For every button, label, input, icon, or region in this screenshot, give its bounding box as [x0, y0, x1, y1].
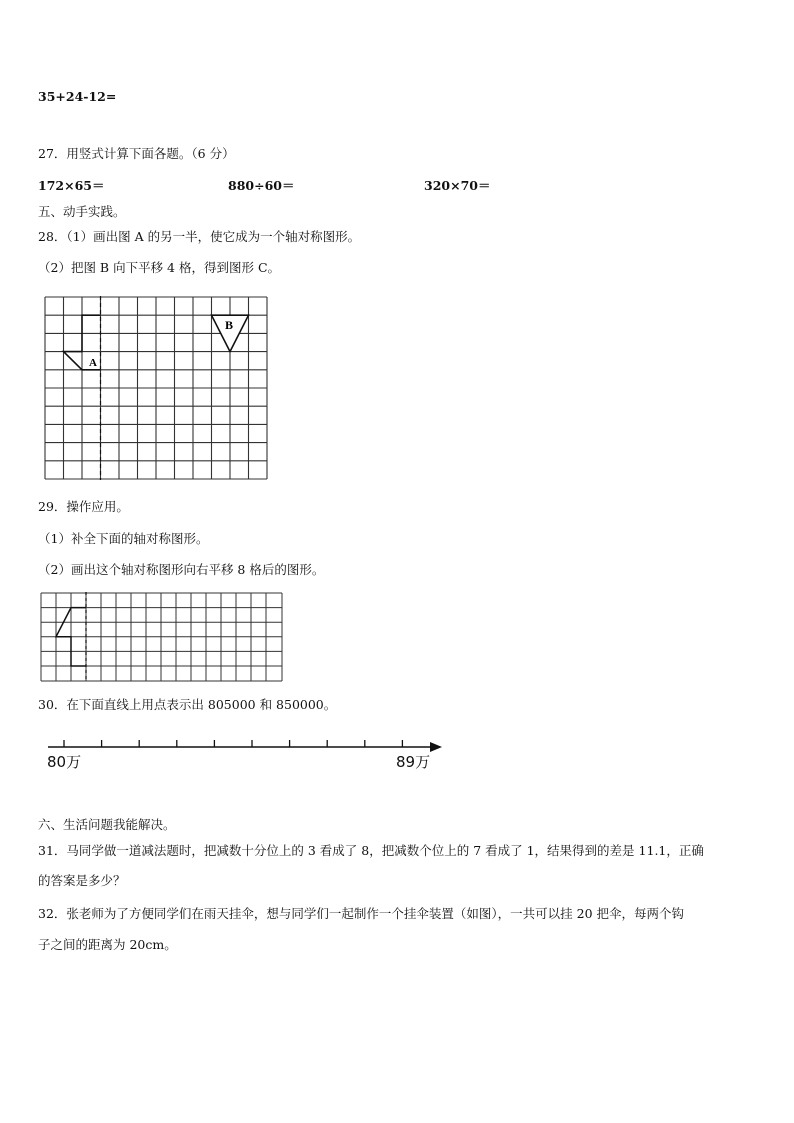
- q29-grid-figure: [40, 592, 284, 682]
- q26-expression: 35+24-12=: [38, 89, 117, 104]
- q29-title: 29．操作应用。: [38, 499, 129, 514]
- q27-expr-2: 880÷60＝: [228, 178, 295, 193]
- section5-title: 五、动手实践。: [38, 204, 126, 219]
- number-line-arrow: [430, 742, 442, 752]
- number-line-end-label: 89万: [396, 753, 431, 771]
- q32-line2: 子之间的距离为 20cm。: [38, 937, 177, 952]
- q29-part1: （1）补全下面的轴对称图形。: [38, 531, 209, 546]
- q28-part1: 28．（1）画出图 A 的另一半，使它成为一个轴对称图形。: [38, 229, 361, 244]
- number-line-start-label: 80万: [47, 753, 82, 771]
- q29-grid-lines: [41, 593, 282, 681]
- q30-title: 30．在下面直线上用点表示出 805000 和 850000。: [38, 697, 337, 712]
- q32-line1: 32．张老师为了方便同学们在雨天挂伞，想与同学们一起制作一个挂伞装置（如图），一共可以挂 20 把伞，每两个钩: [38, 906, 685, 921]
- q28-part2: （2）把图 B 向下平移 4 格，得到图形 C。: [38, 260, 281, 275]
- q31-line1: 31．马同学做一道减法题时，把减数十分位上的 3 看成了 8，把减数个位上的 7 看成了 1，结果得到的差是 11.1，正确: [38, 843, 704, 858]
- q27-expr-3: 320×70＝: [424, 178, 491, 193]
- q28-label-b: B: [225, 318, 234, 332]
- q30-number-line: [40, 735, 450, 759]
- q27-expr-1: 172×65＝: [38, 178, 105, 193]
- number-line-ticks: [64, 740, 402, 747]
- q29-part2: （2）画出这个轴对称图形向右平移 8 格后的图形。: [38, 562, 325, 577]
- q28-label-a: A: [89, 357, 97, 369]
- section6-title: 六、生活问题我能解决。: [38, 817, 176, 832]
- q28-grid-figure: [44, 296, 270, 480]
- q31-line2: 的答案是多少？: [38, 873, 126, 888]
- q27-title: 27．用竖式计算下面各题。（6 分）: [38, 146, 235, 161]
